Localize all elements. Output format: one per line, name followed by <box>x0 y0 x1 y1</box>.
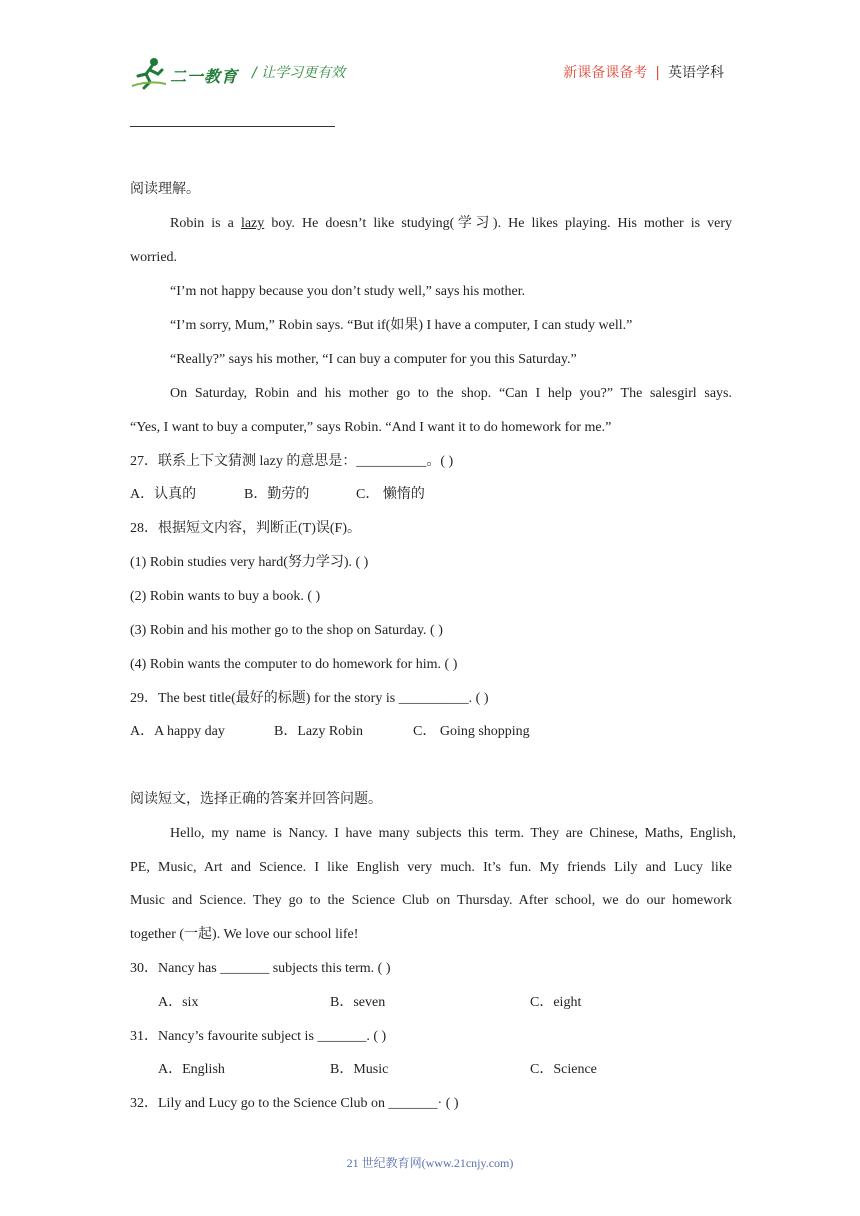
passage1-line2: worried. <box>130 250 178 265</box>
divider-line <box>130 126 335 127</box>
q28-item-4: (4) Robin wants the computer to do homework for him. ( ) <box>130 657 458 672</box>
question-28: 28．根据短文内容，判断正(T)误(F)。 <box>130 521 361 536</box>
header-tag: 新课备课备考 <box>563 65 648 81</box>
slogan: / 让学习更有效 <box>252 65 346 81</box>
q30-option-a: A．six <box>158 995 199 1010</box>
header-separator: | <box>655 65 660 81</box>
question-29: 29．The best title(最好的标题) for the story is __________. ( ) <box>130 691 489 706</box>
passage2-line3: Music and Science. They go to the Science Club on Thursday. After school, we do our homework <box>130 893 732 908</box>
q31-option-c: C．Science <box>530 1062 597 1077</box>
page-footer: 21 世纪教育网(www.21cnjy.com) <box>346 1156 514 1170</box>
header-subject: 英语学科 <box>668 65 724 81</box>
q31-option-b: B．Music <box>330 1062 389 1077</box>
underlined-word-lazy: lazy <box>240 216 265 231</box>
passage2-line2: PE, Music, Art and Science. I like English very much. It’s fun. My friends Lily and Lucy like <box>130 860 732 875</box>
section2-heading: 阅读短文，选择正确的答案并回答问题。 <box>130 792 382 807</box>
question-27: 27．联系上下文猜测 lazy 的意思是：__________。( ) <box>130 454 454 469</box>
question-32: 32．Lily and Lucy go to the Science Club on _______· ( ) <box>130 1096 459 1111</box>
q29-option-c: C． Going shopping <box>413 724 530 739</box>
logo-text: 二一教育 <box>170 67 239 86</box>
passage1-para3: “I’m sorry, Mum,” Robin says. “But if(如果) I have a computer, I can study well.” <box>170 318 633 333</box>
passage1-para2: “I’m not happy because you don’t study well,” says his mother. <box>170 284 526 299</box>
page-header <box>130 54 730 94</box>
passage1-para5-line2: “Yes, I want to buy a computer,” says Robin. “And I want it to do homework for me.” <box>130 420 612 435</box>
q28-item-3: (3) Robin and his mother go to the shop on Saturday. ( ) <box>130 623 443 638</box>
q31-option-a: A．English <box>158 1062 225 1077</box>
passage2-line4: together (一起). We love our school life! <box>130 927 359 942</box>
q28-item-1: (1) Robin studies very hard(努力学习). ( ) <box>130 555 369 570</box>
header-right <box>563 62 724 82</box>
passage1-para4: “Really?” says his mother, “I can buy a computer for you this Saturday.” <box>170 352 577 367</box>
passage1-para5-line1: On Saturday, Robin and his mother go to the shop. “Can I help you?” The salesgirl says. <box>170 386 732 401</box>
q29-option-a: A．A happy day <box>130 724 225 739</box>
q27-option-c: C． 懒惰的 <box>356 487 425 502</box>
q27-option-b: B．勤劳的 <box>244 487 310 502</box>
section1-heading: 阅读理解。 <box>130 182 200 197</box>
passage2-line1: Hello, my name is Nancy. I have many subjects this term. They are Chinese, Maths, English, <box>170 826 736 841</box>
question-31: 31．Nancy’s favourite subject is _______. ( ) <box>130 1029 387 1044</box>
q27-option-a: A．认真的 <box>130 487 197 502</box>
q30-option-b: B．seven <box>330 995 386 1010</box>
question-30: 30．Nancy has _______ subjects this term. ( ) <box>130 961 391 976</box>
q29-option-b: B．Lazy Robin <box>274 724 364 739</box>
q30-option-c: C．eight <box>530 995 582 1010</box>
passage1-line1 <box>130 214 732 234</box>
passage1-text-pre: Robin is a <box>170 216 241 231</box>
passage1-text-post: boy. He doesn’t like studying(学习). He likes playing. His mother is very <box>264 216 733 231</box>
q28-item-2: (2) Robin wants to buy a book. ( ) <box>130 589 321 604</box>
